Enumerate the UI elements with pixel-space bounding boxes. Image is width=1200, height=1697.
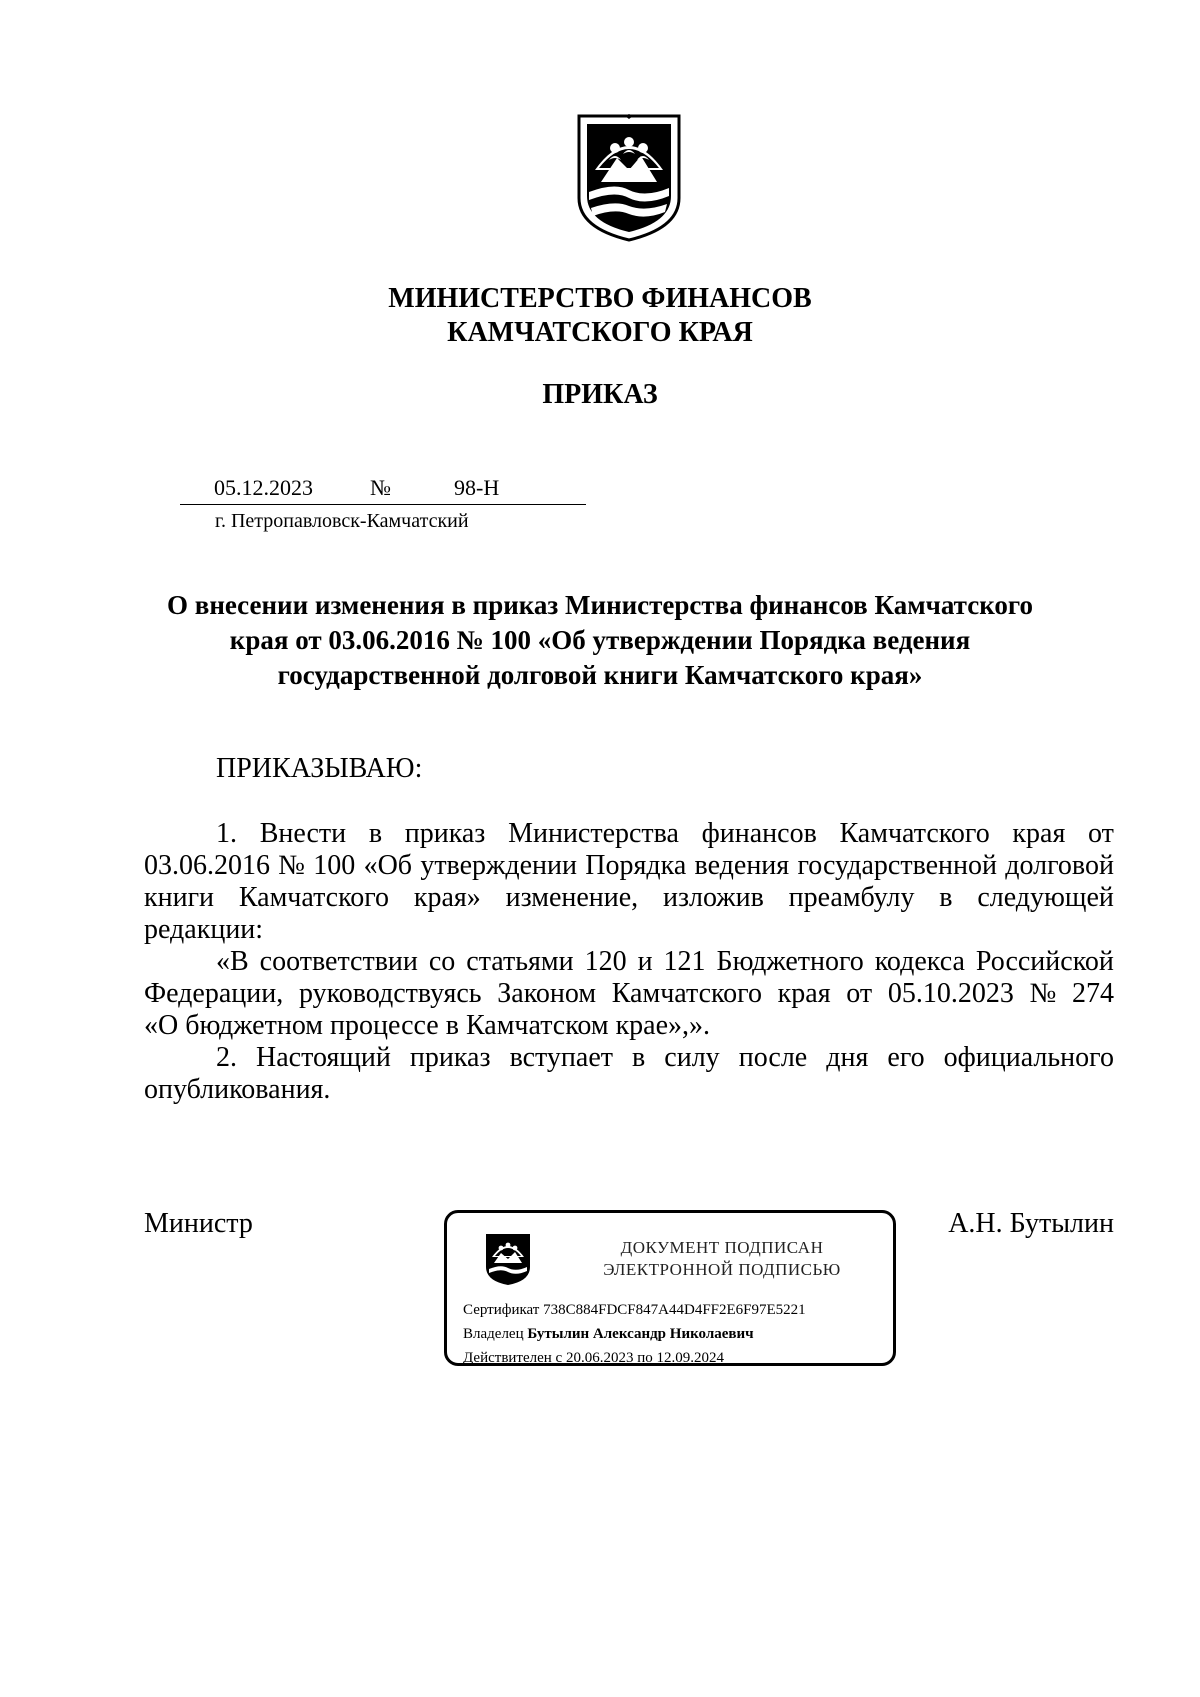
requisites-line <box>180 475 586 505</box>
body-line <box>144 818 1114 850</box>
body-word: и <box>637 946 653 977</box>
document-title <box>140 588 1060 693</box>
owner-value: Бутылин Александр Николаевич <box>527 1326 754 1342</box>
body-word: 2. <box>216 1042 237 1073</box>
valid-to-label: по <box>637 1350 653 1366</box>
document-type: ПРИКАЗ <box>542 379 658 410</box>
body-line <box>144 1042 1114 1074</box>
body-word: Бюджетного <box>716 946 864 977</box>
body-line: опубликования. <box>144 1074 331 1105</box>
body-word: следующей <box>977 882 1114 913</box>
body-word: от <box>1088 818 1114 849</box>
body-word: изложив <box>662 882 764 913</box>
body-word: долговой <box>1005 850 1114 881</box>
body-word: со <box>428 946 456 977</box>
certificate-label: Сертификат <box>463 1302 540 1318</box>
body-word: Камчатского <box>238 882 390 913</box>
body-word: изменение, <box>505 882 639 913</box>
body-word: Камчатского <box>611 978 762 1009</box>
body-word: Министерства <box>508 818 679 849</box>
body-word: 03.06.2016 <box>144 850 270 881</box>
owner-label: Владелец <box>463 1326 524 1342</box>
body-word: Камчатского <box>839 818 990 849</box>
ministry-name <box>0 282 1200 350</box>
body-word: соответствии <box>259 946 418 977</box>
body-word: статьями <box>466 946 574 977</box>
stamp-certificate <box>463 1301 806 1319</box>
valid-from-label: Действителен с <box>463 1350 563 1366</box>
city-name: г. Петропавловск-Камчатский <box>215 510 469 532</box>
body-word: 121 <box>663 946 706 977</box>
body-word: силу <box>664 1042 720 1073</box>
body-word: дня <box>826 1042 869 1073</box>
stamp-emblem-icon <box>483 1231 533 1287</box>
body-word: государственной <box>797 850 998 881</box>
body-word: Настоящий <box>256 1042 391 1073</box>
body-word: 274 <box>1072 978 1114 1009</box>
order-word: ПРИКАЗЫВАЮ: <box>216 753 423 784</box>
number-sign: № <box>370 475 391 500</box>
title-line-1: О внесении изменения в приказ Министерства финансов Камчатского <box>166 590 1034 620</box>
body-word: 05.10.2023 <box>887 978 1014 1009</box>
body-line <box>144 882 1114 914</box>
stamp-validity <box>463 1349 724 1367</box>
body-word: приказ <box>409 1042 491 1073</box>
body-line <box>144 946 1114 978</box>
signer-position: Министр <box>144 1208 253 1239</box>
electronic-signature-stamp <box>444 1210 896 1366</box>
body-word: 120 <box>584 946 627 977</box>
body-word: книги <box>144 882 215 913</box>
body-word: Федерации, <box>144 978 284 1009</box>
body-word: № <box>278 850 305 881</box>
body-word: № <box>1029 978 1057 1009</box>
body-line: редакции: <box>144 914 264 945</box>
body-line <box>144 978 1114 1010</box>
body-word: края <box>777 978 831 1009</box>
body-word: официального <box>943 1042 1114 1073</box>
body-word: кодекса <box>874 946 965 977</box>
body-word: приказ <box>404 818 486 849</box>
requisites-underline <box>180 504 586 505</box>
order-number: 98-Н <box>454 475 500 500</box>
body-word: руководствуясь <box>298 978 482 1009</box>
body-word: края» <box>413 882 481 913</box>
body-word: после <box>738 1042 808 1073</box>
body-line <box>144 850 1114 882</box>
document-body <box>144 818 1114 1106</box>
body-word: ведения <box>694 850 790 881</box>
valid-to: 12.09.2024 <box>656 1350 724 1366</box>
body-word: 1. <box>216 818 237 849</box>
stamp-owner <box>463 1325 754 1343</box>
body-word: края <box>1012 818 1066 849</box>
stamp-heading <box>557 1237 887 1281</box>
body-word: преамбулу <box>788 882 915 913</box>
body-word: финансов <box>701 818 817 849</box>
body-word: «Об <box>363 850 413 881</box>
body-word: утверждении <box>420 850 578 881</box>
body-word: Законом <box>497 978 597 1009</box>
body-word: в <box>632 1042 646 1073</box>
ministry-line-2: КАМЧАТСКОГО КРАЯ <box>447 317 753 348</box>
body-word: Внести <box>259 818 347 849</box>
body-word: Российской <box>975 946 1114 977</box>
stamp-heading-line-1: ДОКУМЕНТ ПОДПИСАН <box>620 1238 824 1257</box>
body-word: «В <box>216 946 249 977</box>
body-line: «О бюджетном процессе в Камчатском крае»,». <box>144 1010 711 1041</box>
body-word: в <box>939 882 953 913</box>
body-word: в <box>368 818 383 849</box>
certificate-value: 738C884FDCF847A44D4FF2E6F97E5221 <box>543 1302 806 1318</box>
title-line-3: государственной долговой книги Камчатского края» <box>277 660 923 690</box>
signer-name: А.Н. Бутылин <box>948 1208 1114 1239</box>
order-date: 05.12.2023 <box>214 475 313 500</box>
body-word: от <box>846 978 873 1009</box>
kamchatka-emblem-icon <box>575 112 683 244</box>
body-word: Порядка <box>585 850 687 881</box>
ministry-line-1: МИНИСТЕРСТВО ФИНАНСОВ <box>388 283 812 314</box>
body-word: вступает <box>509 1042 613 1073</box>
stamp-heading-line-2: ЭЛЕКТРОННОЙ ПОДПИСЬЮ <box>603 1260 841 1279</box>
valid-from: 20.06.2023 <box>565 1350 634 1366</box>
body-word: 100 <box>313 850 356 881</box>
title-line-2: края от 03.06.2016 № 100 «Об утверждении Порядка ведения <box>229 625 971 655</box>
body-word: его <box>887 1042 925 1073</box>
